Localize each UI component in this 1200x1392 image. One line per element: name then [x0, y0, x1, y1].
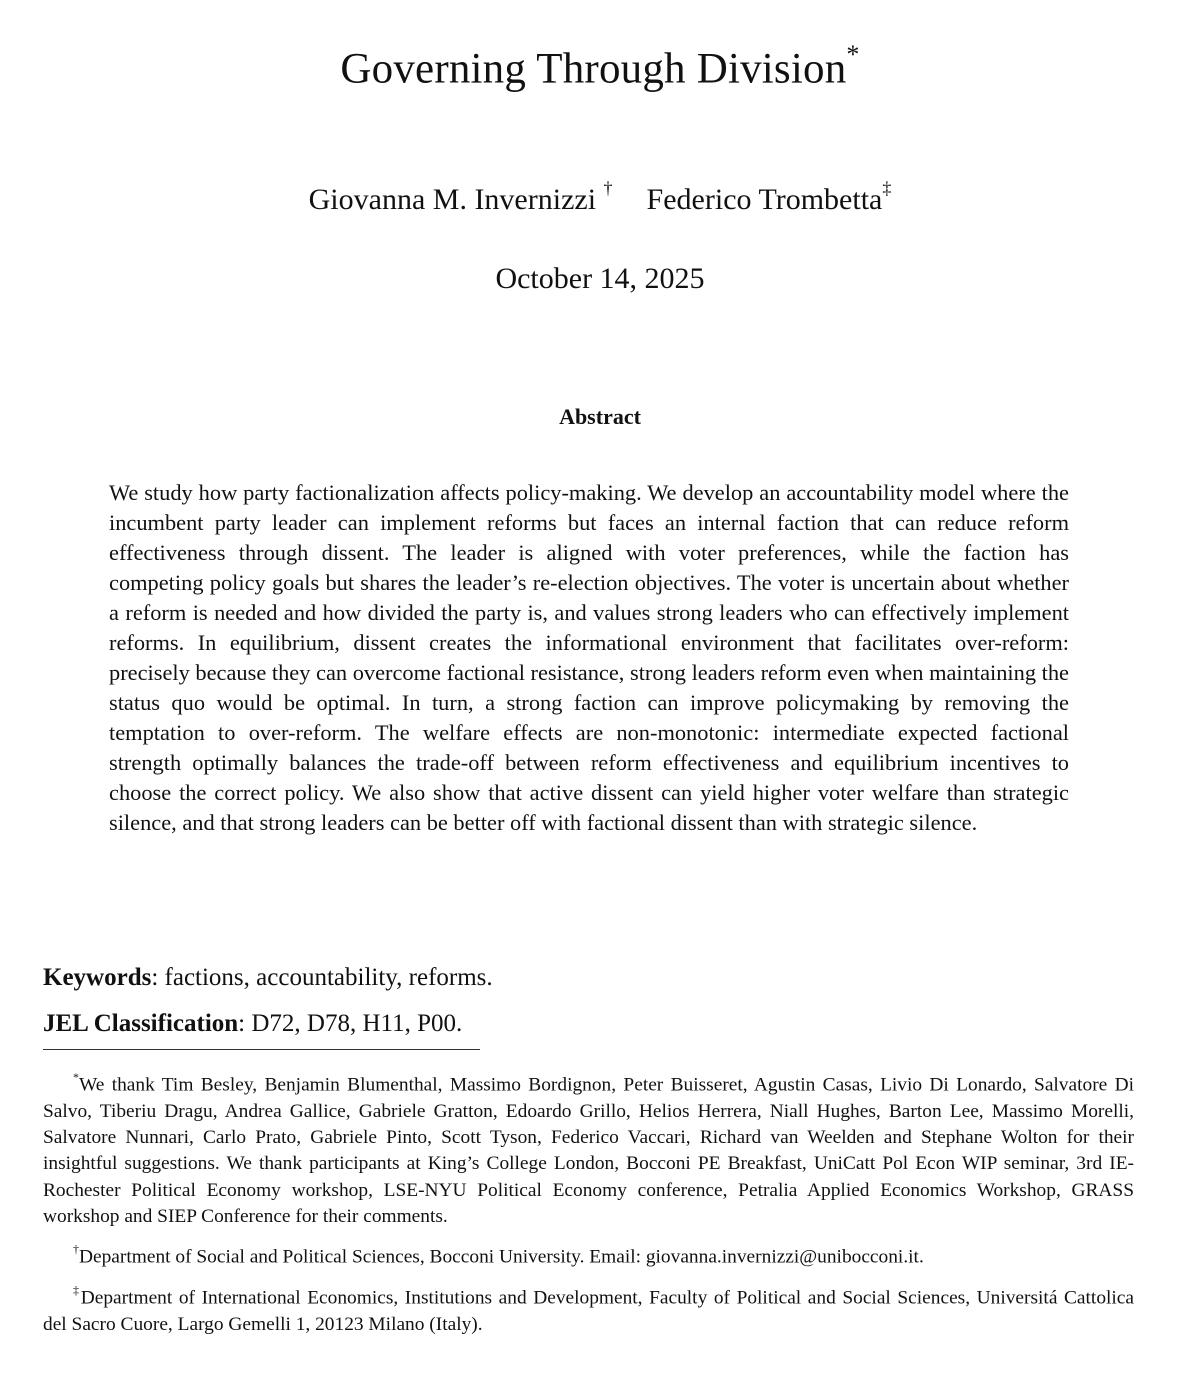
keywords-value: : factions, accountability, reforms.: [151, 964, 493, 991]
footnote-divider: [43, 1049, 480, 1050]
footnotes: [43, 1066, 1134, 1346]
footnote-author-2-affiliation: [43, 1279, 1134, 1338]
author-name: Federico Trombetta: [646, 183, 883, 216]
keywords-label: Keywords: [43, 964, 152, 991]
footnote-mark: *: [73, 1070, 79, 1084]
footnote-author-1-affiliation: [43, 1238, 1134, 1271]
keywords-line: [43, 964, 493, 992]
footnote-acknowledgements: [43, 1066, 1134, 1230]
author: [646, 178, 892, 217]
footnote-text: We thank Tim Besley, Benjamin Blumenthal, Massimo Bordignon, Peter Buisseret, Agustin Casas, Livio Di Lonardo, Salvatore Di Salvo, Tiberiu Dragu, Andrea Gallice, Gabriele Gratton, Edoardo Grillo, Helios Herrera, Niall Hughes, Barton Lee, Massimo Morelli, Salvatore Nunnari, Carlo Prato, Gabriele Pinto, Scott Tyson, Federico Vaccari, Richard van Weelden and Stephane Wolton for their insightful suggestions. We thank participants at King’s College London, Bocconi PE Breakfast, UniCatt Pol Econ WIP seminar, 3rd IE-Rochester Political Economy workshop, LSE-NYU Political Economy conference, Petralia Applied Economics Workshop, GRASS workshop and SIEP Conference for their comments.: [43, 1074, 1134, 1227]
paper-title: [0, 40, 1200, 93]
footnote-text: Department of International Economics, Institutions and Development, Faculty of Political and Social Sciences, Universitá Cattolica del Sacro Cuore, Largo Gemelli 1, 20123 Milano (Italy).: [43, 1287, 1135, 1335]
abstract-text: We study how party factionalization affects policy-making. We develop an accountability model where the incumbent party leader can implement reforms but faces an internal faction that can reduce reform effectiveness through dissent. The leader is aligned with voter preferences, while the faction has competing policy goals but shares the leader’s re-election objectives. The voter is uncertain about whether a reform is needed and how divided the party is, and values strong leaders who can effectively implement reforms. In equilibrium, dissent creates the informational environment that facilitates over-reform: precisely because they can overcome factional resistance, strong leaders reform even when maintaining the status quo would be optimal. In turn, a strong faction can improve policymaking by removing the temptation to over-reform. The welfare effects are non-monotonic: intermediate expected factional strength optimally balances the trade-off between reform effectiveness and equilibrium incentives to choose the correct policy. We also show that active dissent can yield higher voter welfare than strategic silence, and that strong leaders can be better off with factional dissent than with strategic silence.: [109, 480, 1069, 835]
footnote-text: Department of Social and Political Sciences, Bocconi University. Email: giovanna.invernizzi@unibocconi.it.: [79, 1246, 924, 1268]
publication-date: October 14, 2025: [495, 262, 705, 295]
author: [308, 178, 613, 217]
jel-label: JEL Classification: [43, 1010, 239, 1037]
title-footnote-mark[interactable]: *: [846, 40, 860, 69]
abstract-heading: Abstract: [559, 404, 641, 429]
jel-classification-line: [43, 1010, 462, 1038]
author-footnote-mark[interactable]: †: [603, 178, 613, 198]
paper-title-text: Governing Through Division: [340, 45, 847, 93]
footnote-mark: ‡: [73, 1283, 81, 1298]
author-list: [0, 178, 1200, 217]
jel-value: : D72, D78, H11, P00.: [238, 1010, 463, 1037]
author-footnote-mark[interactable]: ‡: [882, 178, 892, 198]
footnote-mark: †: [73, 1242, 79, 1257]
author-name: Giovanna M. Invernizzi: [308, 183, 597, 216]
